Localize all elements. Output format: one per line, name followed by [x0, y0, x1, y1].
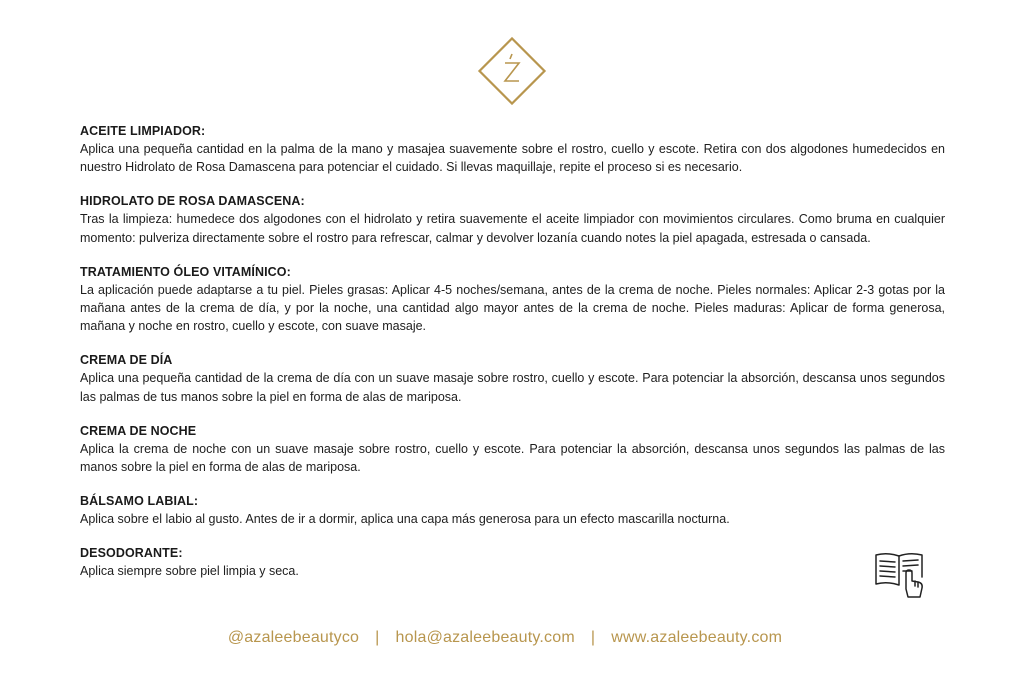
section-desodorante [80, 544, 945, 580]
section-title: DESODORANTE: [80, 546, 183, 561]
section-text: Aplica siempre sobre piel limpia y seca. [80, 564, 299, 579]
section-title: HIDROLATO DE ROSA DAMASCENA: [80, 194, 305, 209]
instructions-content [80, 122, 945, 597]
section-title: ACEITE LIMPIADOR: [80, 124, 206, 138]
section-text: La aplicación puede adaptarse a tu piel. Pieles grasas: Aplicar 4-5 noches/semana, antes de la crema de noche. Pieles normales: Aplicar 2-3 gotas por la mañana antes de la crema de día, y por la noche, una cantidad algo mayor antes de la crema de noche. Pieles maduras: Aplicar de forma generosa, mañana y noche en rostro, cuello y escote, con suave masaje. [80, 282, 945, 334]
section-crema-noche [80, 422, 945, 476]
footer-separator: | [590, 629, 596, 646]
section-title: TRATAMIENTO ÓLEO VITAMÍNICO: [80, 264, 291, 279]
section-hidrolato [80, 192, 945, 246]
section-title: CREMA DE NOCHE [80, 423, 197, 438]
email-link[interactable]: hola@azaleebeauty.com [395, 629, 575, 646]
instagram-link[interactable]: @azaleebeautyco [227, 629, 360, 646]
website-link[interactable]: www.azaleebeauty.com [611, 629, 783, 646]
diamond-z-logo-icon [475, 34, 549, 108]
section-text: Tras la limpieza: humedece dos algodones con el hidrolato y retira suavemente el aceite limpiador con movimientos circulares. Como bruma en cualquier momento: pulveriza directamente sobre el rostro para refrescar, calmar y devolver lozanía cuando notes la piel apagada, estresada o cansada. [80, 212, 945, 245]
section-text: Aplica la crema de noche con un suave masaje sobre rostro, cuello y escote. Para potenciar la absorción, descansa unos segundos las palmas de las manos sobre la piel en forma de alas de mariposa. [80, 441, 945, 475]
section-tratamiento-oleo [80, 263, 945, 336]
section-title: BÁLSAMO LABIAL: [80, 494, 199, 509]
section-balsamo-labial [80, 492, 945, 528]
open-book-reading-icon [874, 551, 926, 599]
section-crema-dia [80, 351, 945, 405]
section-text: Aplica sobre el labio al gusto. Antes de ir a dormir, aplica una capa más generosa para un efecto mascarilla nocturna. [80, 512, 730, 527]
section-text: Aplica una pequeña cantidad de la crema de día con un suave masaje sobre rostro, cuello y escote. Para potenciar la absorción, descansa unos segundos las palmas de tus manos sobre la piel en forma de alas de mariposa. [80, 371, 945, 404]
section-text: Aplica una pequeña cantidad en la palma de la mano y masajea suavemente sobre el rostro, cuello y escote. Retira con dos algodones humedecidos en nuestro Hidrolato de Rosa Damascena para potenciar el cuidado. Si llevas maquillaje, repite el proceso si es necesario. [80, 142, 945, 175]
footer-contact [0, 627, 1010, 649]
section-title: CREMA DE DÍA [80, 353, 173, 368]
footer-separator: | [375, 629, 380, 646]
section-aceite-limpiador [80, 122, 945, 176]
